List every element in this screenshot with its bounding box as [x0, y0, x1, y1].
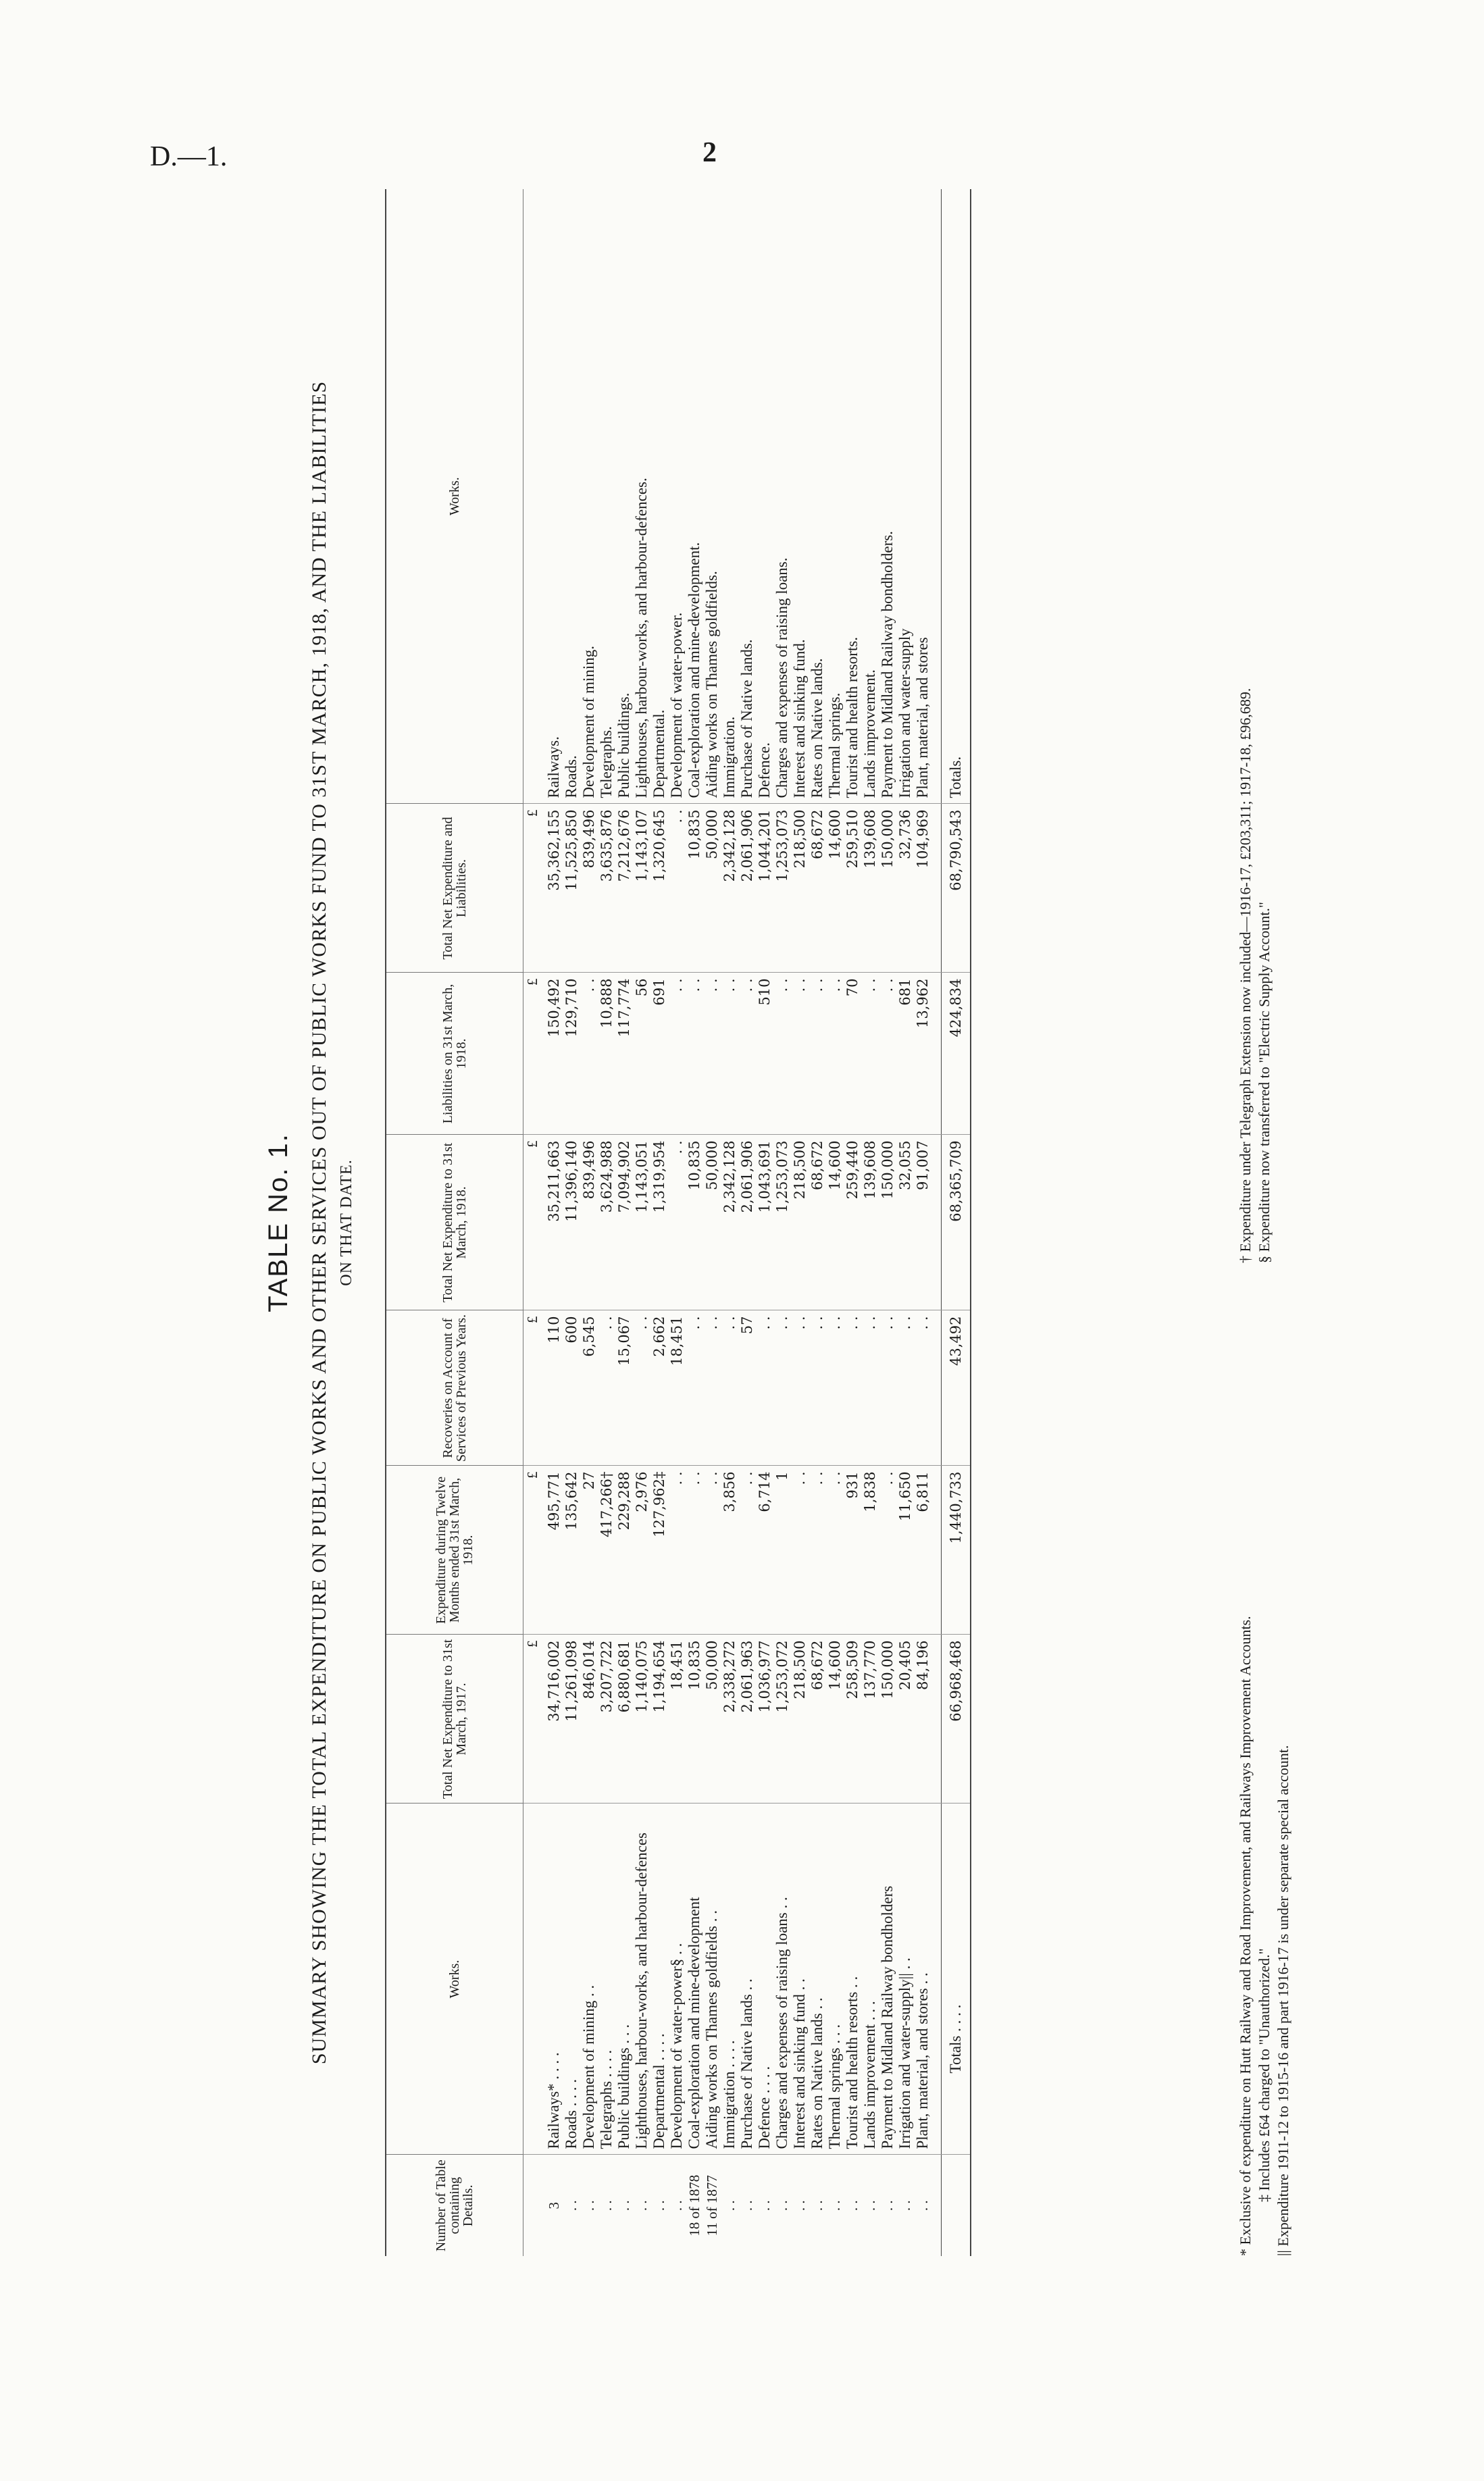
row-works: Tourist and health resorts . .: [844, 1804, 861, 2155]
row-recoveries: . .: [721, 1310, 738, 1466]
row-ref: . .: [634, 2200, 650, 2211]
row-works: Development of mining . .: [580, 1804, 598, 2155]
row-total-liabilities: 10,835: [686, 804, 703, 973]
table-row: [914, 189, 931, 2256]
row-to-1918: 259,440: [844, 1135, 861, 1310]
row-liabilities: 691: [650, 973, 668, 1135]
row-recoveries: . .: [791, 1310, 809, 1466]
row-to-1918: 150,000: [879, 1135, 896, 1310]
row-total-liabilities: 1,044,201: [756, 804, 773, 973]
row-liabilities: 150,492: [545, 973, 563, 1135]
unit-label: £: [523, 1466, 546, 1635]
footnote-asterisk: * Exclusive of expenditure on Hutt Railway and Road Improvement, and Railways Improvement Accounts.: [1237, 1616, 1254, 2256]
table-row: [545, 189, 563, 2256]
row-works-right: Railways.: [545, 189, 563, 804]
row-recoveries: 6,545: [580, 1310, 598, 1466]
row-recoveries: . .: [879, 1310, 896, 1466]
row-to-1917: 34,716,002: [545, 1635, 563, 1804]
row-works: Payment to Midland Railway bondholders: [879, 1804, 896, 2155]
row-to-1918: 32,055: [896, 1135, 914, 1310]
row-total-liabilities: 50,000: [703, 804, 721, 973]
row-works-right: Plant, material, and stores: [914, 189, 931, 804]
row-liabilities: . .: [721, 973, 738, 1135]
row-ref: . .: [598, 2200, 615, 2211]
rotated-table-page: [263, 189, 1310, 2256]
footnotes: [1236, 189, 1293, 2256]
row-recoveries: 57: [738, 1310, 756, 1466]
row-recoveries: 600: [563, 1310, 580, 1466]
row-works-right: Lands improvement.: [861, 189, 879, 804]
summary-table-wrapper: [385, 189, 971, 2256]
row-to-1918: 11,396,140: [563, 1135, 580, 1310]
row-to-1918: 1,319,954: [650, 1135, 668, 1310]
table-row: [650, 189, 668, 2256]
row-to-1918: 3,624,988: [598, 1135, 615, 1310]
row-works-right: Public buildings.: [615, 189, 633, 804]
unit-label: £: [523, 1135, 546, 1310]
row-ref: 18 of 1878: [686, 2174, 702, 2236]
row-to-1917: 2,061,963: [738, 1635, 756, 1804]
row-twelve-months: 1,838: [861, 1466, 879, 1635]
row-liabilities: . .: [686, 973, 703, 1135]
row-total-liabilities: 150,000: [879, 804, 896, 973]
footnote-double-dagger: ‡ Includes £64 charged to "Unauthorized.": [1256, 1948, 1273, 2202]
row-to-1917: 10,835: [686, 1635, 703, 1804]
row-total-liabilities: 2,061,906: [738, 804, 756, 973]
row-ref: . .: [651, 2200, 667, 2211]
row-works-right: Development of water-power.: [668, 189, 686, 804]
table-row: [879, 189, 896, 2256]
table-row: [826, 189, 844, 2256]
row-recoveries: 15,067: [615, 1310, 633, 1466]
row-recoveries: . .: [756, 1310, 773, 1466]
row-twelve-months: 2,976: [633, 1466, 650, 1635]
table-row: [809, 189, 826, 2256]
unit-label: £: [523, 1635, 546, 1804]
row-to-1917: 150,000: [879, 1635, 896, 1804]
row-liabilities: . .: [580, 973, 598, 1135]
row-ref: . .: [669, 2200, 685, 2211]
row-ref: . .: [844, 2200, 861, 2211]
totals-twelve-months: 1,440,733: [942, 1466, 971, 1635]
row-recoveries: 2,662: [650, 1310, 668, 1466]
row-to-1917: 84,196: [914, 1635, 931, 1804]
row-liabilities: 56: [633, 973, 650, 1135]
row-recoveries: . .: [826, 1310, 844, 1466]
row-twelve-months: . .: [879, 1466, 896, 1635]
row-recoveries: . .: [844, 1310, 861, 1466]
row-to-1917: 11,261,098: [563, 1635, 580, 1804]
col-header-liabilities: Liabilities on 31st March, 1918.: [386, 973, 523, 1135]
row-liabilities: . .: [773, 973, 791, 1135]
row-to-1918: 35,211,663: [545, 1135, 563, 1310]
totals-label: Totals . . . .: [942, 1804, 971, 2155]
row-to-1918: 50,000: [703, 1135, 721, 1310]
row-works-right: Coal-exploration and mine-development.: [686, 189, 703, 804]
row-twelve-months: . .: [686, 1466, 703, 1635]
row-recoveries: . .: [861, 1310, 879, 1466]
row-ref: . .: [915, 2200, 931, 2211]
row-total-liabilities: 259,510: [844, 804, 861, 973]
row-works-right: Roads.: [563, 189, 580, 804]
row-works-right: Immigration.: [721, 189, 738, 804]
summary-table: [385, 189, 971, 2256]
row-twelve-months: . .: [703, 1466, 721, 1635]
row-liabilities: 70: [844, 973, 861, 1135]
row-to-1917: 846,014: [580, 1635, 598, 1804]
row-works: Lighthouses, harbour-works, and harbour-defences: [633, 1804, 650, 2155]
row-ref: . .: [757, 2200, 773, 2211]
totals-total-liabilities: 68,790,543: [942, 804, 971, 973]
row-works: Roads . . . .: [563, 1804, 580, 2155]
row-liabilities: 10,888: [598, 973, 615, 1135]
row-liabilities: . .: [879, 973, 896, 1135]
table-row: [791, 189, 809, 2256]
row-to-1918: 218,500: [791, 1135, 809, 1310]
unit-label: £: [523, 1310, 546, 1466]
table-row: [721, 189, 738, 2256]
row-ref: . .: [616, 2200, 632, 2211]
row-works: Lands improvement . . .: [861, 1804, 879, 2155]
row-works-right: Tourist and health resorts.: [844, 189, 861, 804]
row-to-1918: 2,342,128: [721, 1135, 738, 1310]
row-ref: 11 of 1877: [704, 2175, 720, 2236]
totals-row: [942, 189, 971, 2256]
row-twelve-months: 127,962‡: [650, 1466, 668, 1635]
row-ref: . .: [809, 2200, 825, 2211]
table-row: [738, 189, 756, 2256]
row-liabilities: . .: [791, 973, 809, 1135]
page-number: 2: [702, 137, 717, 168]
row-works-right: Defence.: [756, 189, 773, 804]
row-works: Interest and sinking fund . .: [791, 1804, 809, 2155]
row-total-liabilities: 14,600: [826, 804, 844, 973]
row-to-1917: 18,451: [668, 1635, 686, 1804]
row-twelve-months: . .: [826, 1466, 844, 1635]
row-twelve-months: . .: [809, 1466, 826, 1635]
row-works: Public buildings . . .: [615, 1804, 633, 2155]
header-row: [386, 189, 523, 2256]
row-works: Purchase of Native lands . .: [738, 1804, 756, 2155]
row-twelve-months: 27: [580, 1466, 598, 1635]
row-to-1917: 20,405: [896, 1635, 914, 1804]
row-ref: . .: [827, 2200, 843, 2211]
row-works: Railways* . . . .: [545, 1804, 563, 2155]
row-to-1917: 2,338,272: [721, 1635, 738, 1804]
row-to-1918: 68,672: [809, 1135, 826, 1310]
row-to-1918: 1,143,051: [633, 1135, 650, 1310]
row-works-right: Telegraphs.: [598, 189, 615, 804]
col-header-twelve-months: Expenditure during Twelve Months ended 31st March, 1918.: [386, 1466, 523, 1635]
row-twelve-months: . .: [738, 1466, 756, 1635]
row-to-1918: . .: [668, 1135, 686, 1310]
row-liabilities: 510: [756, 973, 773, 1135]
row-to-1917: 137,770: [861, 1635, 879, 1804]
row-recoveries: . .: [703, 1310, 721, 1466]
row-recoveries: . .: [914, 1310, 931, 1466]
row-to-1917: 1,253,072: [773, 1635, 791, 1804]
row-twelve-months: 6,811: [914, 1466, 931, 1635]
row-ref: . .: [581, 2200, 597, 2211]
row-works: Rates on Native lands . .: [809, 1804, 826, 2155]
row-liabilities: 681: [896, 973, 914, 1135]
row-recoveries: . .: [896, 1310, 914, 1466]
document-code: D.—1.: [150, 141, 228, 172]
row-works: Aiding works on Thames goldfields . .: [703, 1804, 721, 2155]
row-works-right: Rates on Native lands.: [809, 189, 826, 804]
table-row: [844, 189, 861, 2256]
row-works: Departmental . . . .: [650, 1804, 668, 2155]
footnote-dagger: † Expenditure under Telegraph Extension now included—1916-17, £203,311; 1917-18, £96,689.: [1237, 688, 1254, 1263]
row-recoveries: . .: [633, 1310, 650, 1466]
row-works: Coal-exploration and mine-development: [686, 1804, 703, 2155]
row-twelve-months: . .: [791, 1466, 809, 1635]
table-row: [580, 189, 598, 2256]
row-ref: . .: [862, 2200, 878, 2211]
col-header-to-1918: Total Net Expenditure to 31st March, 1918.: [386, 1135, 523, 1310]
row-total-liabilities: 839,496: [580, 804, 598, 973]
row-ref: . .: [721, 2200, 738, 2211]
row-works: Plant, material, and stores . .: [914, 1804, 931, 2155]
row-ref: . .: [792, 2200, 808, 2211]
col-header-total-liabilities: Total Net Expenditure and Liabilities.: [386, 804, 523, 973]
row-works: Irrigation and water-supply|| . .: [896, 1804, 914, 2155]
table-row: [615, 189, 633, 2256]
row-twelve-months: . .: [668, 1466, 686, 1635]
row-to-1918: 10,835: [686, 1135, 703, 1310]
row-to-1918: 139,608: [861, 1135, 879, 1310]
row-twelve-months: 229,288: [615, 1466, 633, 1635]
row-total-liabilities: 3,635,876: [598, 804, 615, 973]
row-liabilities: . .: [668, 973, 686, 1135]
row-works: Charges and expenses of raising loans . .: [773, 1804, 791, 2155]
table-row: [896, 189, 914, 2256]
row-recoveries: . .: [686, 1310, 703, 1466]
table-row: [703, 189, 721, 2256]
row-works: Thermal springs . . .: [826, 1804, 844, 2155]
row-ref: . .: [739, 2200, 755, 2211]
row-works-right: Irrigation and water-supply: [896, 189, 914, 804]
row-to-1918: 7,094,902: [615, 1135, 633, 1310]
row-to-1917: 14,600: [826, 1635, 844, 1804]
table-row: [563, 189, 580, 2256]
row-recoveries: 110: [545, 1310, 563, 1466]
row-to-1917: 68,672: [809, 1635, 826, 1804]
row-to-1918: 839,496: [580, 1135, 598, 1310]
row-works: Telegraphs . . . .: [598, 1804, 615, 2155]
row-to-1918: 2,061,906: [738, 1135, 756, 1310]
row-total-liabilities: 2,342,128: [721, 804, 738, 973]
table-row: [668, 189, 686, 2256]
row-to-1918: 91,007: [914, 1135, 931, 1310]
row-recoveries: . .: [598, 1310, 615, 1466]
col-header-recoveries: Recoveries on Account of Services of Previous Years.: [386, 1310, 523, 1466]
row-twelve-months: 3,856: [721, 1466, 738, 1635]
row-recoveries: . .: [809, 1310, 826, 1466]
row-ref: . .: [563, 2200, 580, 2211]
table-row: [598, 189, 615, 2256]
row-recoveries: 18,451: [668, 1310, 686, 1466]
row-total-liabilities: . .: [668, 804, 686, 973]
col-header-ref: Number of Table containing Details.: [386, 2155, 523, 2256]
table-row: [686, 189, 703, 2256]
row-to-1917: 218,500: [791, 1635, 809, 1804]
row-works-right: Interest and sinking fund.: [791, 189, 809, 804]
row-works-right: Thermal springs.: [826, 189, 844, 804]
unit-row: [523, 189, 546, 2256]
row-twelve-months: 417,266†: [598, 1466, 615, 1635]
row-ref: . .: [897, 2200, 913, 2211]
row-works: Development of water-power§ . .: [668, 1804, 686, 2155]
row-works-right: Lighthouses, harbour-works, and harbour-defences.: [633, 189, 650, 804]
row-ref: 3: [546, 2202, 562, 2209]
row-liabilities: . .: [826, 973, 844, 1135]
row-total-liabilities: 35,362,155: [545, 804, 563, 973]
row-twelve-months: 1: [773, 1466, 791, 1635]
row-liabilities: 13,962: [914, 973, 931, 1135]
totals-liabilities: 424,834: [942, 973, 971, 1135]
row-twelve-months: 11,650: [896, 1466, 914, 1635]
row-works-right: Purchase of Native lands.: [738, 189, 756, 804]
row-works-right: Charges and expenses of raising loans.: [773, 189, 791, 804]
table-row: [756, 189, 773, 2256]
row-total-liabilities: 32,736: [896, 804, 914, 973]
row-works-right: Development of mining.: [580, 189, 598, 804]
row-to-1917: 258,509: [844, 1635, 861, 1804]
table-row: [861, 189, 879, 2256]
row-twelve-months: 931: [844, 1466, 861, 1635]
row-total-liabilities: 1,143,107: [633, 804, 650, 973]
row-twelve-months: 495,771: [545, 1466, 563, 1635]
row-total-liabilities: 7,212,676: [615, 804, 633, 973]
row-works-right: Payment to Midland Railway bondholders.: [879, 189, 896, 804]
footnote-section: § Expenditure now transferred to "Electric Supply Account.": [1256, 902, 1273, 1263]
row-total-liabilities: 1,320,645: [650, 804, 668, 973]
row-to-1917: 3,207,722: [598, 1635, 615, 1804]
row-works: Immigration . . . .: [721, 1804, 738, 2155]
row-liabilities: . .: [738, 973, 756, 1135]
row-to-1917: 1,036,977: [756, 1635, 773, 1804]
row-to-1918: 1,043,691: [756, 1135, 773, 1310]
row-total-liabilities: 218,500: [791, 804, 809, 973]
row-to-1917: 50,000: [703, 1635, 721, 1804]
col-header-to-1917: Total Net Expenditure to 31st March, 1917.: [386, 1635, 523, 1804]
totals-to-1918: 68,365,709: [942, 1135, 971, 1310]
totals-recoveries: 43,492: [942, 1310, 971, 1466]
table-title: TABLE No. 1.: [263, 1133, 293, 1312]
table-row: [633, 189, 650, 2256]
totals-works-right: Totals.: [942, 189, 971, 804]
totals-to-1917: 66,968,468: [942, 1635, 971, 1804]
row-ref: . .: [774, 2200, 790, 2211]
row-liabilities: . .: [703, 973, 721, 1135]
unit-label: £: [523, 973, 546, 1135]
row-to-1917: 1,140,075: [633, 1635, 650, 1804]
row-recoveries: . .: [773, 1310, 791, 1466]
table-row: [773, 189, 791, 2256]
row-total-liabilities: 68,672: [809, 804, 826, 973]
row-works-right: Aiding works on Thames goldfields.: [703, 189, 721, 804]
col-header-works: Works.: [386, 1804, 523, 2155]
row-works: Defence . . . .: [756, 1804, 773, 2155]
row-total-liabilities: 11,525,850: [563, 804, 580, 973]
footnote-parallel: || Expenditure 1911-12 to 1915-16 and part 1916-17 is under separate special account.: [1275, 1745, 1291, 2256]
row-twelve-months: 135,642: [563, 1466, 580, 1635]
row-twelve-months: 6,714: [756, 1466, 773, 1635]
row-liabilities: . .: [861, 973, 879, 1135]
table-subtitle-line2: ON THAT DATE.: [338, 1159, 355, 1286]
table-subtitle: SUMMARY SHOWING THE TOTAL EXPENDITURE ON PUBLIC WORKS AND OTHER SERVICES OUT OF PUBLIC WORKS FUND TO 31ST MARCH, 1918, AND THE LIABILITIES: [308, 380, 330, 2065]
row-to-1917: 1,194,654: [650, 1635, 668, 1804]
row-to-1918: 14,600: [826, 1135, 844, 1310]
row-ref: . .: [879, 2200, 896, 2211]
unit-label: £: [523, 804, 546, 973]
row-liabilities: 117,774: [615, 973, 633, 1135]
row-to-1917: 6,880,681: [615, 1635, 633, 1804]
row-works-right: Departmental.: [650, 189, 668, 804]
row-to-1918: 1,253,073: [773, 1135, 791, 1310]
row-total-liabilities: 104,969: [914, 804, 931, 973]
row-liabilities: 129,710: [563, 973, 580, 1135]
col-header-works-right: Works.: [386, 189, 523, 804]
row-total-liabilities: 139,608: [861, 804, 879, 973]
row-liabilities: . .: [809, 973, 826, 1135]
row-total-liabilities: 1,253,073: [773, 804, 791, 973]
